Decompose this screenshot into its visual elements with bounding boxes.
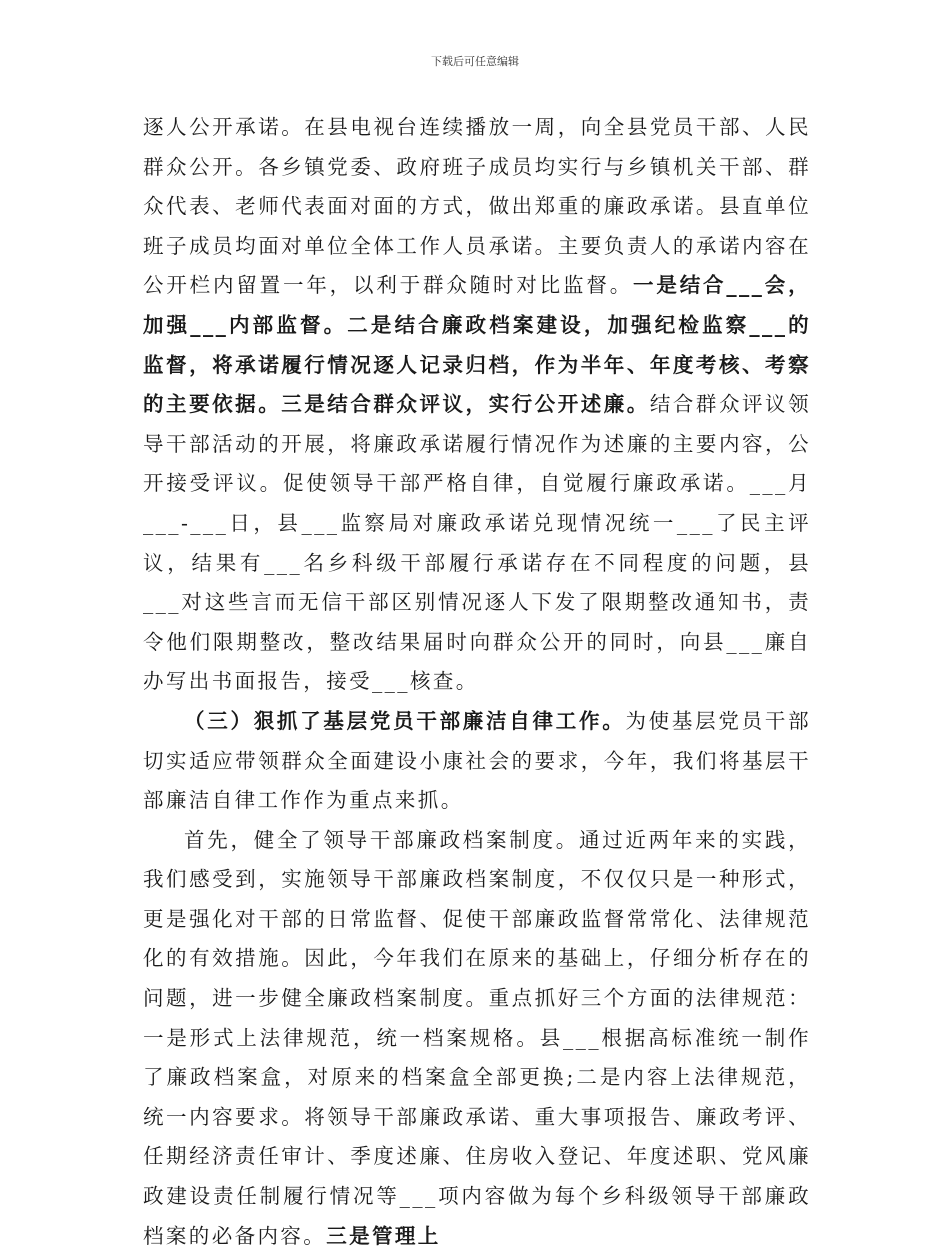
section-heading-3: （三）狠抓了基层党员干部廉洁自律工作。 (184, 708, 626, 733)
document-body (143, 108, 811, 1256)
paragraph-2-text: 为使基层党员干部切实适应带领群众全面建设小康社会的要求，今年，我们将基层干部廉洁自律工作作为重点来抓。 (143, 708, 811, 813)
paragraph-1-bold-text: 一是结合___会，加强___内部监督。二是结合廉政档案建设，加强纪检监察___的监督，将承诺履行情况逐人记录归档，作为半年、年度考核、考察的主要依据。三是结合群众评议，实行公开述廉。 (143, 273, 811, 417)
paragraph-3 (143, 821, 811, 1256)
page-header: 下载后可任意编辑 (431, 55, 519, 68)
paragraph-3-text: 首先，健全了领导干部廉政档案制度。通过近两年来的实践，我们感受到，实施领导干部廉政档案制度，不仅仅只是一种形式，更是强化对干部的日常监督、促使干部廉政监督常常化、法律规范化的有效措施。因此，今年我们在原来的基础上，仔细分析存在的问题，进一步健全廉政档案制度。重点抓好三个方面的法律规范：一是形式上法律规范，统一档案规格。县___根据高标准统一制作了廉政档案盒，对原来的档案盒全部更换;二是内容上法律规范，统一内容要求。将领导干部廉政承诺、重大事项报告、廉政考评、任期经济责任审计、季度述廉、住房收入登记、年度述职、党风廉政建设责任制履行情况等___项内容做为每个乡科级领导干部廉政档案的必备内容。 (143, 827, 811, 1248)
paragraph-1-text-a: 逐人公开承诺。在县电视台连续播放一周，向全县党员干部、人民群众公开。各乡镇党委、政府班子成员均实行与乡镇机关干部、群众代表、老师代表面对面的方式，做出郑重的廉政承诺。县直单位班子成员均面对单位全体工作人员承诺。主要负责人的承诺内容在公开栏内留置一年，以利于群众随时对比监督。 (143, 115, 811, 298)
paragraph-3-bold-text: 三是管理上 (326, 1223, 441, 1248)
paragraph-1 (143, 108, 811, 702)
paragraph-1-text-b: 结合群众评议领导干部活动的开展，将廉政承诺履行情况作为述廉的主要内容，公开接受评议。促使领导干部严格自律，自觉履行廉政承诺。___月___-___日，县___监察局对廉政承诺兑现情况统一___了民主评议，结果有___名乡科级干部履行承诺存在不同程度的问题，县___对这些言而无信干部区别情况逐人下发了限期整改通知书，责令他们限期整改，整改结果届时向群众公开的同时，向县___廉自办写出书面报告，接受___核查。 (143, 392, 811, 694)
paragraph-2 (143, 702, 811, 821)
